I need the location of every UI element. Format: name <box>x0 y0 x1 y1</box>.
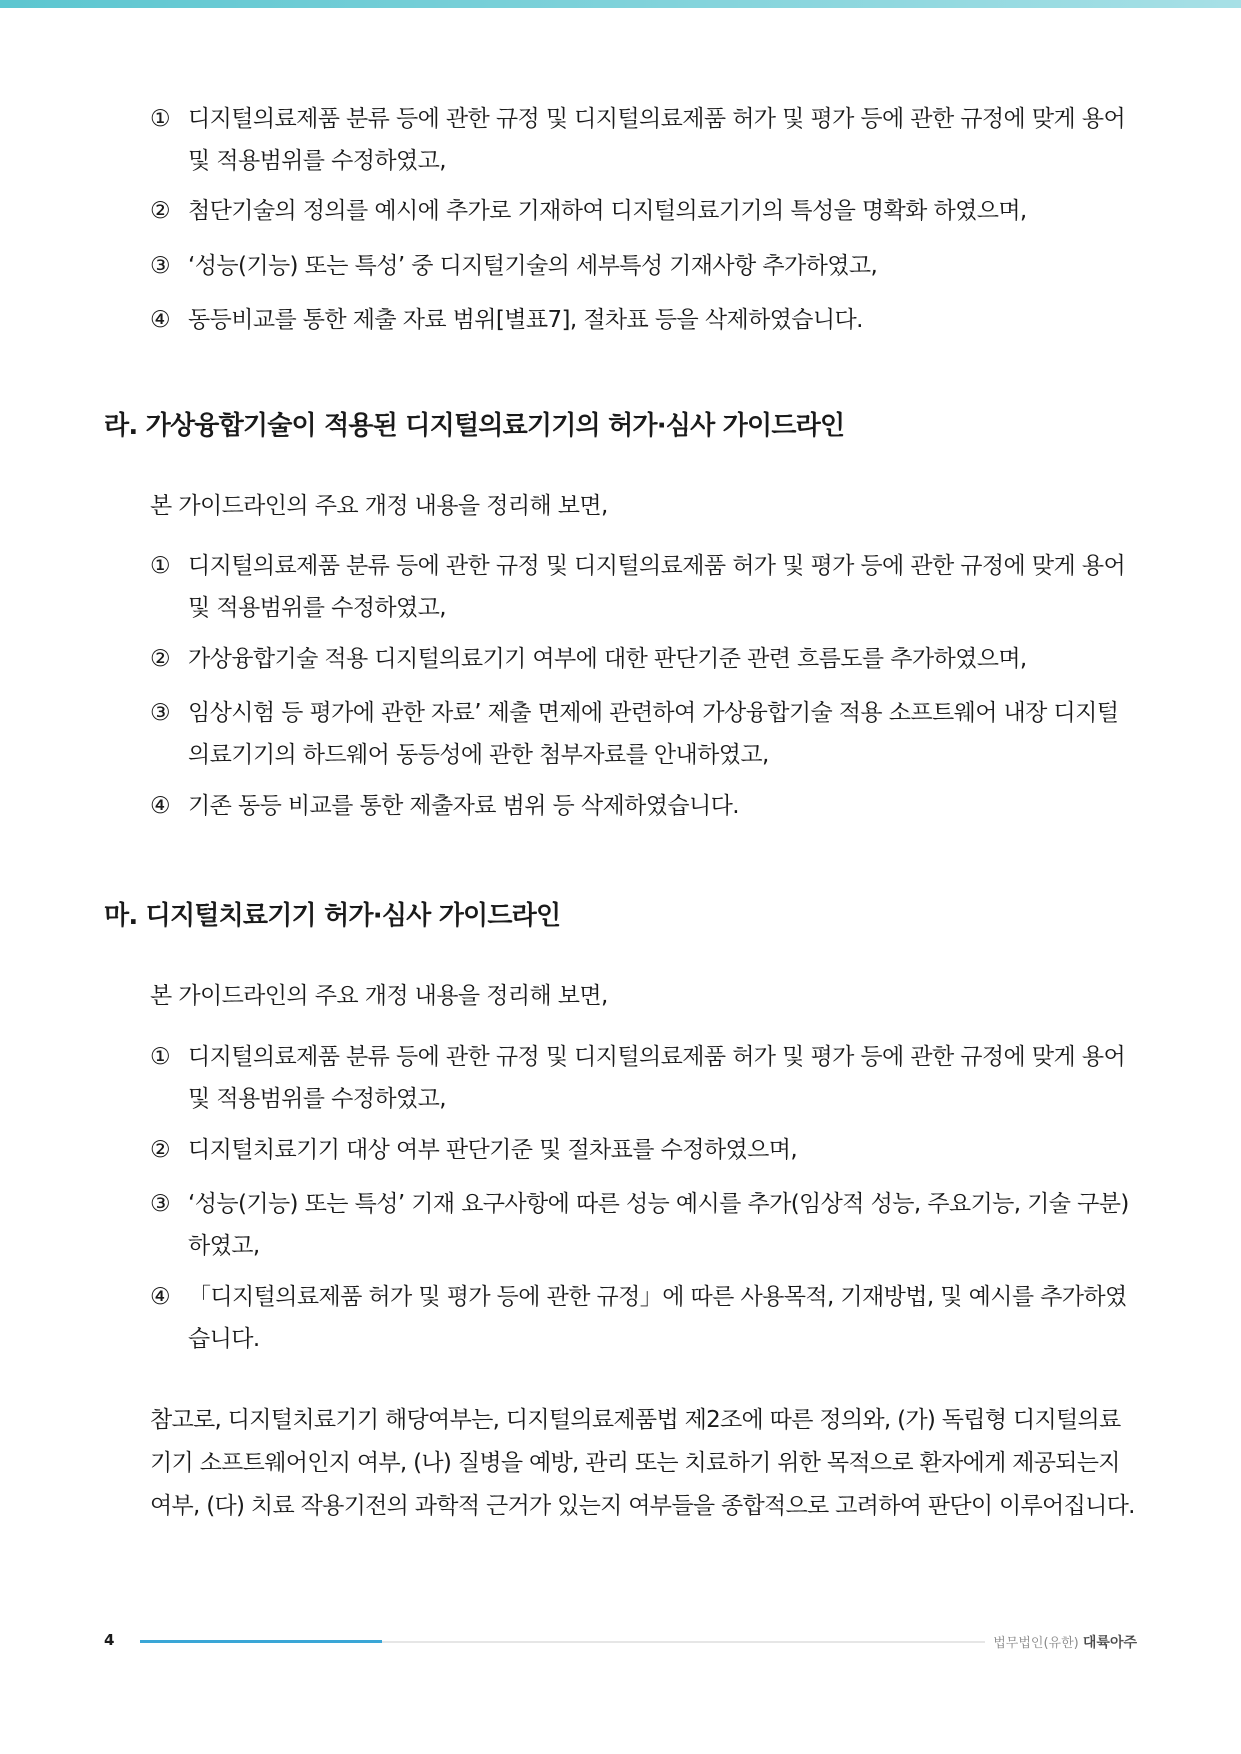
item-text: 디지털의료제품 분류 등에 관한 규정 및 디지털의료제품 허가 및 평가 등에 관한 규정에 맞게 용어 및 적용범위를 수정하였고, <box>188 1044 1126 1112</box>
item-text: ‘성능(기능) 또는 특성’ 중 디지털기술의 세부특성 기재사항 추가하였고, <box>188 253 878 279</box>
list-item <box>150 190 1136 232</box>
section-heading-ma: 마. 디지털치료기기 허가·심사 가이드라인 <box>104 901 561 931</box>
list-item <box>150 1129 1136 1171</box>
item-number: ③ <box>150 1191 171 1217</box>
firm-prefix: 법무법인(유한) <box>993 1636 1079 1651</box>
item-number: ② <box>150 646 171 672</box>
item-number: ① <box>150 1044 171 1070</box>
item-text: 디지털치료기기 대상 여부 판단기준 및 절차표를 수정하였으며, <box>188 1137 798 1163</box>
item-number: ① <box>150 106 171 132</box>
item-number: ① <box>150 553 171 579</box>
list-item <box>150 545 1136 629</box>
list-item <box>150 1036 1136 1120</box>
firm-brand: 대륙아주 <box>1082 1635 1137 1651</box>
item-text: 디지털의료제품 분류 등에 관한 규정 및 디지털의료제품 허가 및 평가 등에 관한 규정에 맞게 용어 및 적용범위를 수정하였고, <box>188 553 1126 621</box>
firm-name <box>993 1632 1137 1652</box>
list-item <box>150 692 1136 776</box>
item-number: ③ <box>150 700 171 726</box>
list-item <box>150 98 1136 182</box>
section-intro: 본 가이드라인의 주요 개정 내용을 정리해 보면, <box>150 983 608 1009</box>
item-text: 「디지털의료제품 허가 및 평가 등에 관한 규정」에 따른 사용목적, 기재방법, 및 예시를 추가하였습니다. <box>188 1284 1127 1352</box>
list-item <box>150 785 1136 827</box>
list-item <box>150 638 1136 680</box>
list-item <box>150 1183 1136 1267</box>
item-number: ④ <box>150 793 171 819</box>
top-accent-bar <box>0 0 1241 8</box>
item-text: 디지털의료제품 분류 등에 관한 규정 및 디지털의료제품 허가 및 평가 등에 관한 규정에 맞게 용어 및 적용범위를 수정하였고, <box>188 106 1126 174</box>
section-heading-ra: 라. 가상융합기술이 적용된 디지털의료기기의 허가·심사 가이드라인 <box>104 411 845 441</box>
item-text: 첨단기술의 정의를 예시에 추가로 기재하여 디지털의료기기의 특성을 명확화 하였으며, <box>188 198 1027 224</box>
item-number: ④ <box>150 307 171 333</box>
item-text: 가상융합기술 적용 디지털의료기기 여부에 대한 판단기준 관련 흐름도를 추가하였으며, <box>188 646 1027 672</box>
reference-note: 참고로, 디지털치료기기 해당여부는, 디지털의료제품법 제2조에 따른 정의와, (가) 독립형 디지털의료기기 소프트웨어인지 여부, (나) 질병을 예방, 관리 또는 치료하기 위한 목적으로 환자에게 제공되는지 여부, (다) 치료 작용기전의 과학적 근거가 있는지 여부들을 종합적으로 고려하여 판단이 이루어집니다. <box>150 1407 1135 1519</box>
item-text: ‘성능(기능) 또는 특성’ 기재 요구사항에 따른 성능 예시를 추가(임상적 성능, 주요기능, 기술 구분) 하였고, <box>188 1191 1129 1259</box>
item-text: 기존 동등 비교를 통한 제출자료 범위 등 삭제하였습니다. <box>188 793 739 819</box>
item-number: ④ <box>150 1284 171 1310</box>
page-number: 4 <box>104 1631 115 1649</box>
item-number: ② <box>150 1137 171 1163</box>
item-number: ② <box>150 198 171 224</box>
list-item <box>150 245 1136 287</box>
item-text: 동등비교를 통한 제출 자료 범위[별표7], 절차표 등을 삭제하였습니다. <box>188 307 863 333</box>
item-text: 임상시험 등 평가에 관한 자료’ 제출 면제에 관련하여 가상융합기술 적용 소프트웨어 내장 디지털 의료기기의 하드웨어 동등성에 관한 첨부자료를 안내하였고, <box>188 700 1119 768</box>
item-number: ③ <box>150 253 171 279</box>
list-item <box>150 299 1136 341</box>
footer-accent-line <box>140 1640 382 1643</box>
section-intro: 본 가이드라인의 주요 개정 내용을 정리해 보면, <box>150 493 608 519</box>
list-item <box>150 1276 1136 1360</box>
